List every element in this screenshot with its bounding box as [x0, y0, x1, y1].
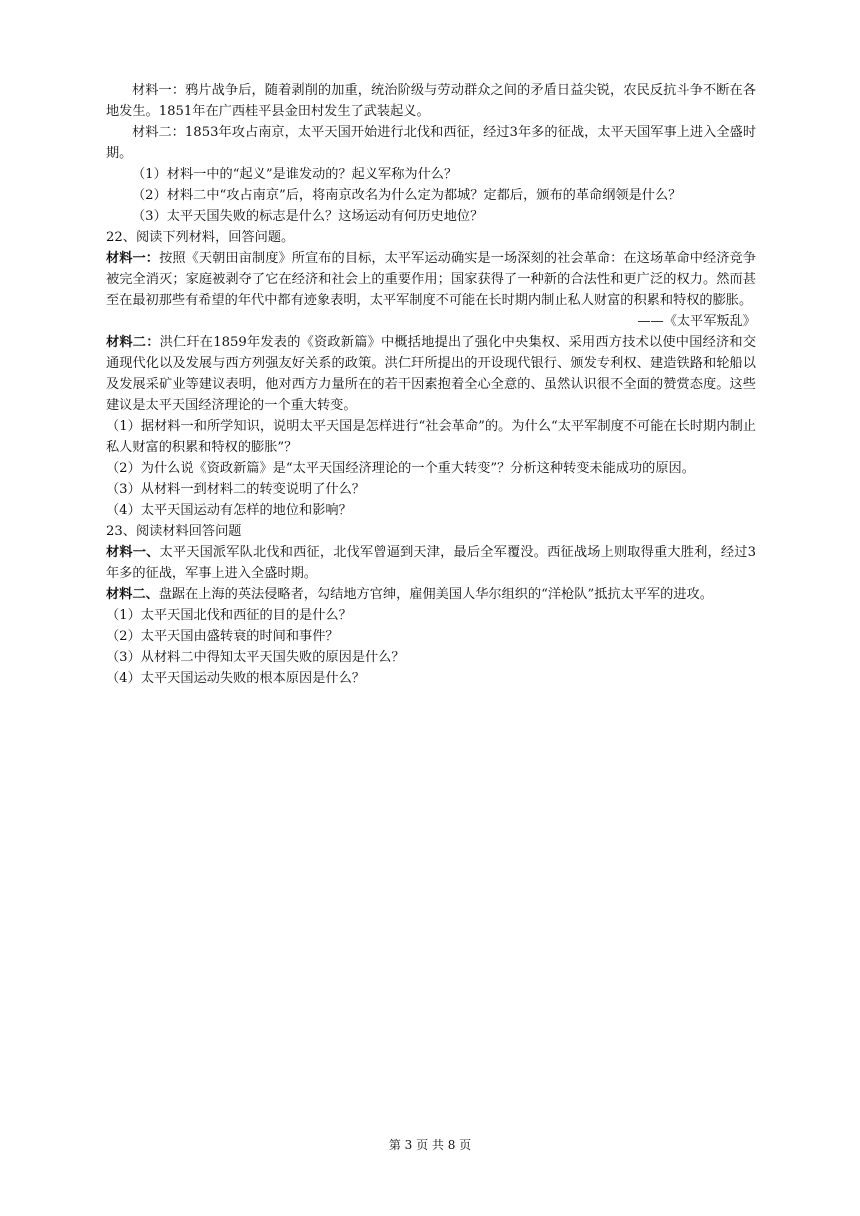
material-label: 材料一：	[132, 83, 186, 98]
material-label: 材料二：	[106, 335, 160, 350]
page-number-footer: 第 3 页 共 8 页	[388, 1138, 472, 1152]
material-text: 按照《天朝田亩制度》所宣布的目标，太平军运动确实是一场深刻的社会革命：在这场革命中经济竞争被完全消灭；家庭被剥夺了它在经济和社会上的重要作用；国家获得了一种新的合法性和更广泛的权力。然而甚至在最初那些有希望的年代中都有迹象表明，太平军制度不可能在长时期内制止私人财富的积累和特权的膨胀。	[106, 251, 757, 308]
material-label: 材料一、	[106, 545, 160, 560]
q21-question-1: （1）材料一中的“起义”是谁发动的？起义军称为什么？	[132, 167, 458, 182]
q21-question-2: （2）材料二中“攻占南京”后，将南京改名为什么定为都城？定都后，颁布的革命纲领是什么？	[132, 188, 682, 203]
material-text: 太平天国派军队北伐和西征，北伐军曾逼到天津，最后全军覆没。西征战场上则取得重大胜利，经过3年多的征战，军事上进入全盛时期。	[106, 545, 756, 581]
q23-material-1	[106, 542, 756, 584]
q23-material-2	[106, 584, 756, 605]
q23-question-2: （2）太平天国由盛转衰的时间和事件？	[106, 629, 339, 644]
q21-material-1	[106, 80, 756, 122]
q23-question-3: （3）从材料二中得知太平天国失败的原因是什么？	[106, 650, 405, 665]
q22-material-2	[106, 332, 756, 416]
q22-heading: 22、阅读下列材料，回答问题。	[106, 230, 295, 245]
material-label: 材料一：	[106, 251, 160, 266]
q23-heading: 23、阅读材料回答问题	[106, 524, 242, 539]
material-text: 盘踞在上海的英法侵略者，勾结地方官绅，雇佣美国人华尔组织的“洋枪队”抵抗太平军的进攻。	[158, 587, 713, 602]
q22-question-1: （1）据材料一和所学知识，说明太平天国是怎样进行“社会革命”的。为什么“太平军制度不可能在长时期内制止私人财富的积累和特权的膨胀”？	[106, 419, 756, 455]
material-label: 材料二：	[132, 125, 185, 140]
q21-material-2	[106, 122, 756, 164]
material-text: 鸦片战争后，随着剥削的加重，统治阶级与劳动群众之间的矛盾日益尖锐，农民反抗斗争不断在各地发生。1851年在广西桂平县金田村发生了武装起义。	[106, 83, 757, 119]
material-text: 1853年攻占南京，太平天国开始进行北伐和西征，经过3年多的征战，太平天国军事上进入全盛时期。	[106, 125, 757, 161]
material-label: 材料二、	[106, 587, 159, 602]
page-content	[106, 80, 756, 689]
q22-material-1	[106, 248, 756, 311]
q21-question-3: （3）太平天国失败的标志是什么？这场运动有何历史地位？	[132, 209, 484, 224]
q22-question-3: （3）从材料一到材料二的转变说明了什么？	[106, 482, 365, 497]
q23-question-4: （4）太平天国运动失败的根本原因是什么？	[106, 671, 365, 686]
q22-question-4: （4）太平天国运动有怎样的地位和影响？	[106, 503, 352, 518]
material-text: 洪仁玕在1859年发表的《资政新篇》中概括地提出了强化中央集权、采用西方技术以使中国经济和交通现代化以及发展与西方列强友好关系的政策。洪仁玕所提出的开设现代银行、颁发专利权、建造铁路和轮船以及发展采矿业等建议表明，他对西方力量所在的若干因素抱着全心全意的、虽然认识很不全面的赞赏态度。这些建议是太平天国经济理论的一个重大转变。	[106, 335, 757, 413]
q22-source-citation: ——《太平军叛乱》	[637, 314, 756, 329]
q22-question-2: （2）为什么说《资政新篇》是“太平天国经济理论的一个重大转变”？分析这种转变未能成功的原因。	[106, 461, 695, 476]
q23-question-1: （1）太平天国北伐和西征的目的是什么？	[106, 608, 352, 623]
